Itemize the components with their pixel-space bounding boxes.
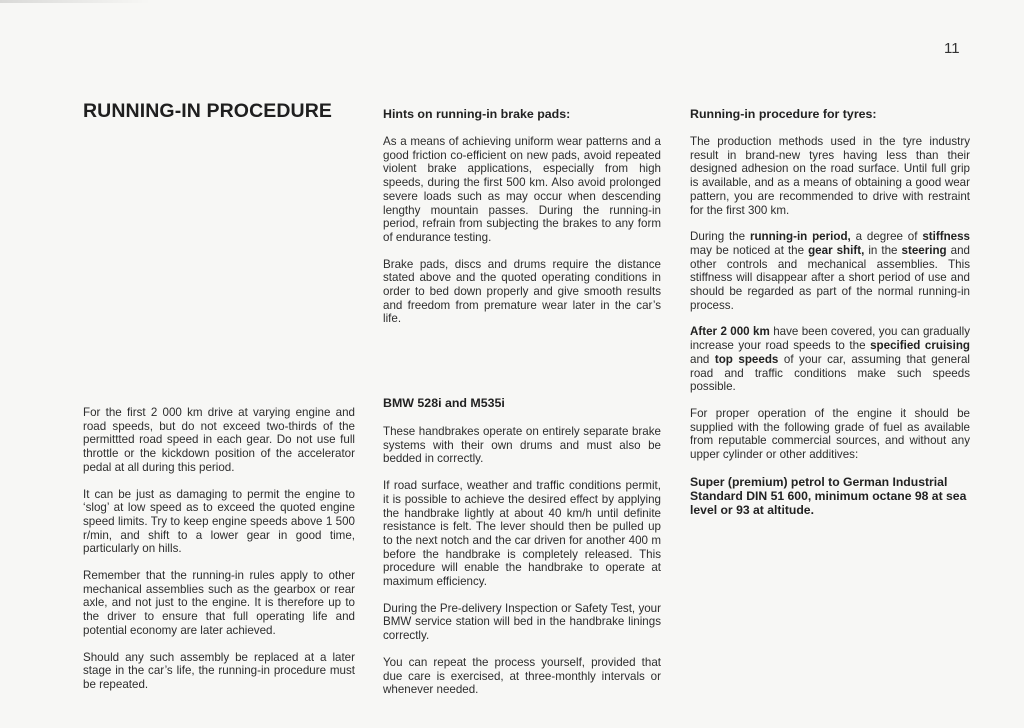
paragraph-slog: It can be just as damaging to permit the engine to ‘slog’ at low speed as to exceed the quoted engine speed limits. Try to keep engine speeds above 1 500 r/min, and shift to a lower gear in good time, particularly on hills. [83,487,355,556]
paragraph-stiffness: During the running-in period, a degree of stiffness may be noticed at the gear shift, in the steering and other controls and mechanical assemblies. This stiffness will disappear after a short period of use and should be regarded as part of the normal running-in process. [690,230,971,312]
paragraph-other-assemblies: Remember that the running-in rules apply to other mechanical assemblies such as the gearbox or rear axle, and not just to the engine. It is therefore up to the driver to ensure that full operating life and potential economy are later achieved. [83,569,355,637]
column-engine-running-in [83,406,355,705]
paragraph-repeat-process: You can repeat the process yourself, provided that due care is exercised, at three-monthly intervals or whenever needed. [383,655,661,697]
paragraph-fuel-grade: For proper operation of the engine it should be supplied with the following grade of fuel as available from reputable commercial sources, and without any upper cylinder or other additives: [690,406,970,462]
paragraph-tyre-adhesion: The production methods used in the tyre industry result in brand-new tyres having less than their designed adhesion on the road surface. Until full grip is available, and as a means of obtaining a good wear pattern, you are recommended to drive with restraint for the first 300 km. [690,135,970,217]
heading-tyres: Running-in procedure for tyres: [690,107,877,121]
paragraph-first-2000km: For the first 2 000 km drive at varying engine and road speeds, but do not exceed two-thirds of the permittted road speed in each gear. Do not use full throttle or the kickdown position of the accelerator pedal at all during this period. [83,406,355,474]
paragraph-brake-wear: As a means of achieving uniform wear patterns and a good friction co-efficient on new pads, avoid repeated violent brake applications, especially from high speeds, during the first 500 km. Also avoid prolonged severe loads such as may occur when descending lengthy mountain passes. During the running-in period, refrain from subjecting the brakes to any form of endurance testing. [383,135,661,244]
paragraph-after-2000km: After 2 000 km have been covered, you can gradually increase your road speeds to the specified cruising and top speeds of your car, assuming that general road and traffic conditions make such speeds possible. [690,325,971,394]
page-title: RUNNING-IN PROCEDURE [83,100,333,122]
paragraph-bed-down: Brake pads, discs and drums require the distance stated above and the quoted operating conditions in order to bed down properly and give smooth results and freedom from premature wear later in the car’s life. [383,257,661,326]
column-tyres-fuel [690,107,970,530]
column-handbrake-models [383,396,661,710]
heading-brake-pads: Hints on running-in brake pads: [383,107,571,121]
heading-models: BMW 528i and M535i [383,396,505,410]
fuel-specification: Super (premium) petrol to German Industrial Standard DIN 51 600, minimum octane 98 at sea level or 93 at altitude. [690,474,967,517]
paragraph-handbrake-procedure: If road surface, weather and traffic conditions permit, it is possible to achieve the desired effect by applying the handbrake lightly at about 40 km/h until definite resistance is felt. The lever should then be pulled up to the next notch and the car driven for another 400 m before the handbrake is completely released. This procedure will enable the handbrake to operate at maximum efficiency. [383,479,661,589]
paragraph-service-station: During the Pre-delivery Inspection or Safety Test, your BMW service station will bed in the handbrake linings correctly. [383,601,661,643]
column-brake-pads [383,107,661,326]
page-number: 11 [944,40,960,57]
paragraph-replaced-assembly: Should any such assembly be replaced at a later stage in the car’s life, the running-in procedure must be repeated. [83,650,355,691]
paragraph-separate-brakes: These handbrakes operate on entirely separate brake systems with their own drums and must also be bedded in correctly. [383,425,661,466]
scan-edge-mark [0,0,150,3]
